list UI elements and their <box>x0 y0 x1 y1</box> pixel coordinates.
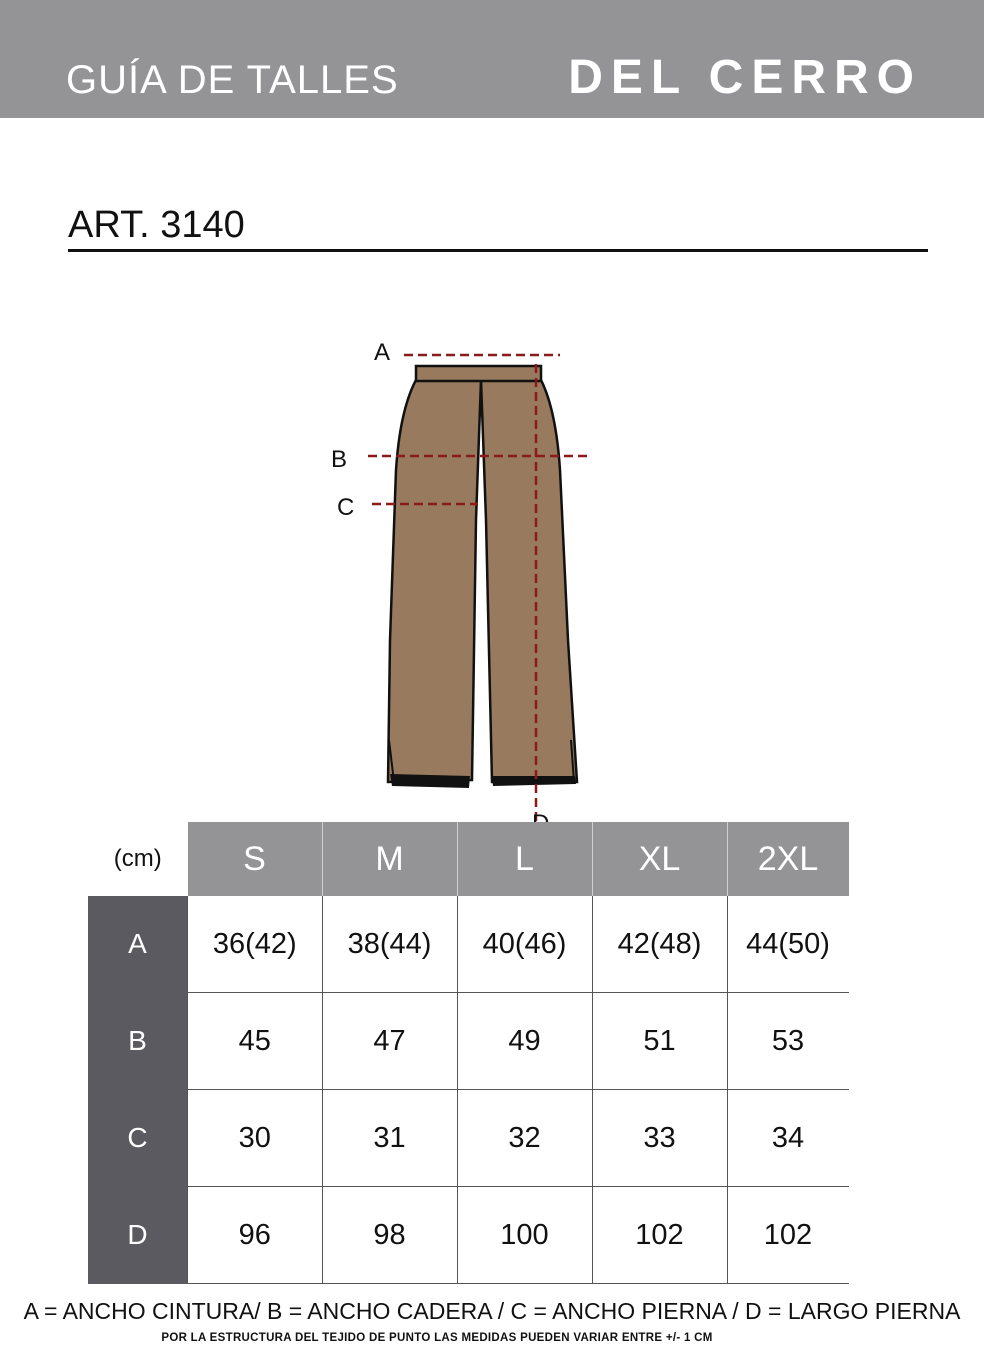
table-row <box>88 896 849 993</box>
tolerance-note: POR LA ESTRUCTURA DEL TEJIDO DE PUNTO LAS MEDIDAS PUEDEN VARIAR ENTRE +/- 1 CM <box>161 1332 713 1344</box>
brand-logo: DEL CERRO <box>568 51 922 104</box>
table-cell: 36(42) <box>188 896 323 993</box>
unit-label: (cm) <box>88 822 188 896</box>
row-header-c: C <box>88 1090 188 1187</box>
table-cell: 49 <box>457 993 592 1090</box>
pants-waistband <box>416 366 541 381</box>
table-cell: 102 <box>727 1187 849 1284</box>
table-cell: 98 <box>322 1187 457 1284</box>
table-cell: 33 <box>592 1090 727 1187</box>
table-cell: 40(46) <box>457 896 592 993</box>
row-header-b: B <box>88 993 188 1090</box>
size-header-2xl: 2XL <box>727 822 849 896</box>
table-cell: 42(48) <box>592 896 727 993</box>
article-number: ART. 3140 <box>68 204 245 246</box>
page-header <box>0 0 984 118</box>
table-cell: 96 <box>188 1187 323 1284</box>
size-header-row <box>88 822 849 896</box>
table-cell: 53 <box>727 993 849 1090</box>
measurement-legend: A = ANCHO CINTURA/ B = ANCHO CADERA / C = ANCHO PIERNA / D = LARGO PIERNA <box>23 1298 961 1324</box>
table-cell: 102 <box>592 1187 727 1284</box>
measure-label-a: A <box>374 339 391 366</box>
measure-label-b: B <box>331 446 348 473</box>
table-cell: 38(44) <box>322 896 457 993</box>
table-cell: 30 <box>188 1090 323 1187</box>
table-cell: 44(50) <box>727 896 849 993</box>
pants-right-leg <box>481 380 577 782</box>
table-cell: 100 <box>457 1187 592 1284</box>
title-divider <box>68 249 928 252</box>
pants-right-hem <box>492 776 576 786</box>
table-cell: 34 <box>727 1090 849 1187</box>
table-cell: 47 <box>322 993 457 1090</box>
size-header-m: M <box>322 822 457 896</box>
row-header-a: A <box>88 896 188 993</box>
page-title: GUÍA DE TALLES <box>66 58 399 102</box>
size-table <box>88 822 849 1284</box>
table-row <box>88 993 849 1090</box>
size-header-xl: XL <box>592 822 727 896</box>
table-row <box>88 1187 849 1284</box>
pants-left-leg <box>388 380 481 782</box>
size-header-l: L <box>457 822 592 896</box>
table-cell: 45 <box>188 993 323 1090</box>
table-cell: 31 <box>322 1090 457 1187</box>
size-header-s: S <box>188 822 323 896</box>
table-cell: 51 <box>592 993 727 1090</box>
pants-left-hem <box>390 774 470 788</box>
table-row <box>88 1090 849 1187</box>
table-cell: 32 <box>457 1090 592 1187</box>
row-header-d: D <box>88 1187 188 1284</box>
measure-label-c: C <box>337 494 355 521</box>
